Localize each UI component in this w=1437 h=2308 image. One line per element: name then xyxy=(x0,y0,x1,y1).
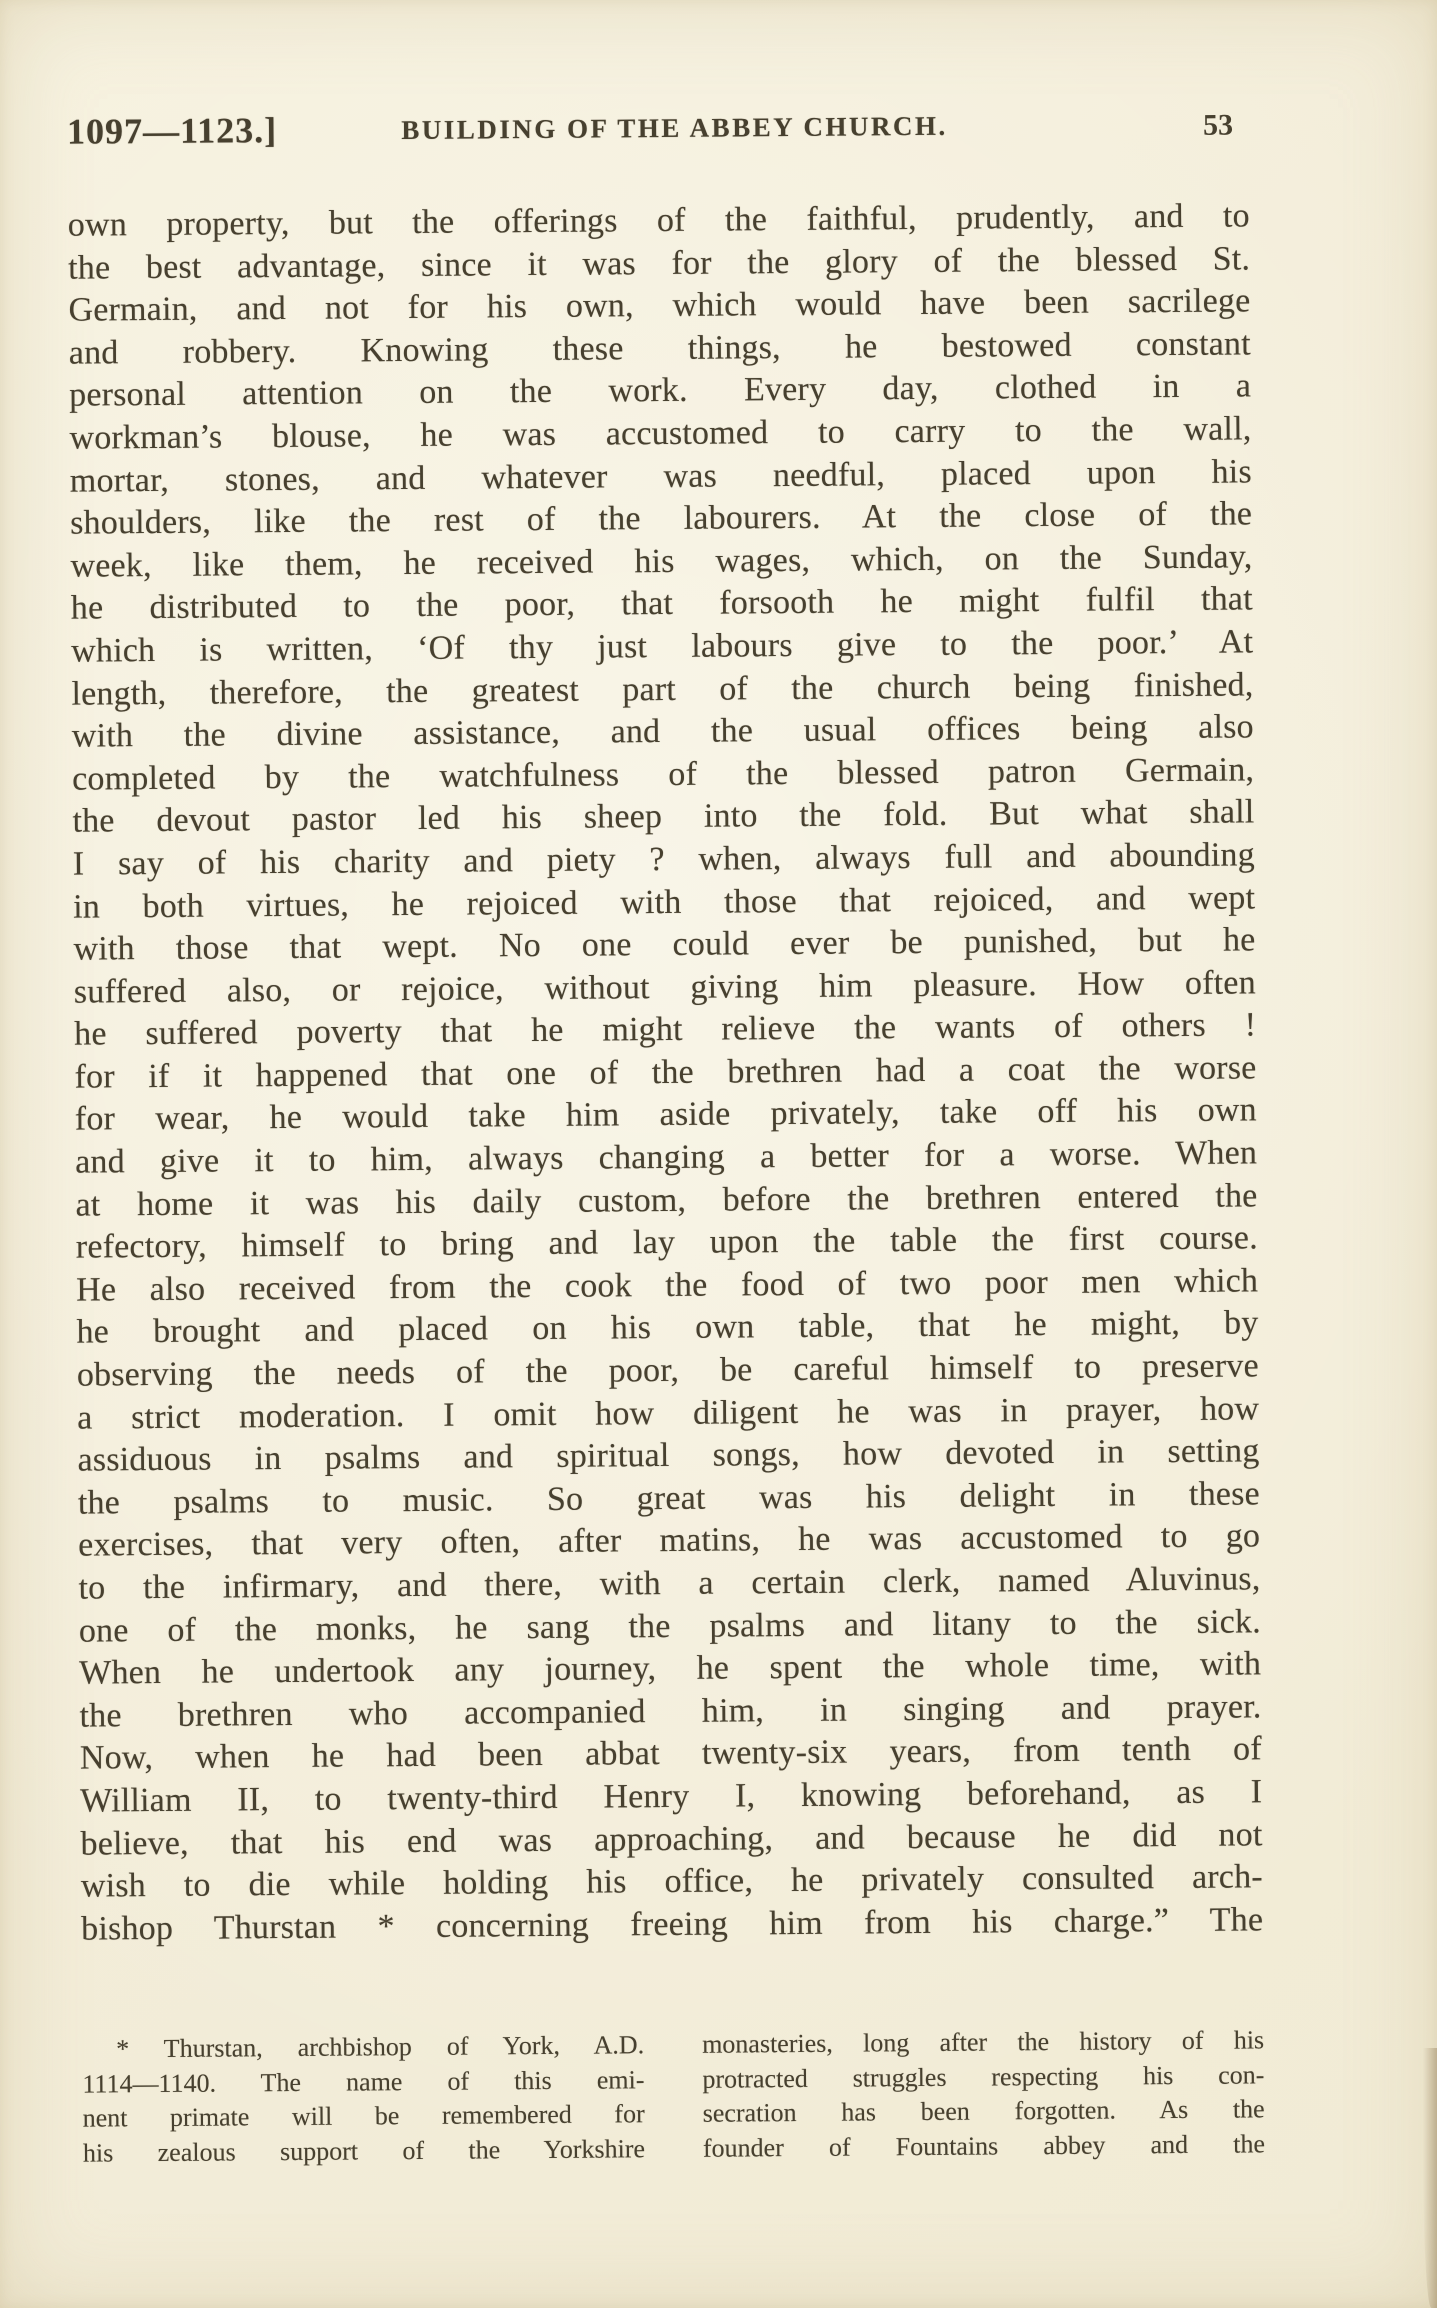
page-content xyxy=(67,101,1265,2171)
body-line: wish to die while holding his office, he privately consulted arch- xyxy=(80,1858,1263,1905)
running-title: BUILDING OF THE ABBEY CHURCH. xyxy=(401,110,948,146)
body-line: assiduous in psalms and spiritual songs, how devoted in setting xyxy=(77,1432,1260,1479)
body-line: which is written, ‘Of thy just labours give to the poor.’ At xyxy=(71,623,1254,670)
body-line: workman’s blouse, he was accustomed to carry to the wall, xyxy=(69,410,1252,457)
body-line: one of the monks, he sang the psalms and litany to the sick. xyxy=(78,1602,1261,1650)
body-line: week, like them, he received his wages, which, on the Sunday, xyxy=(70,538,1253,585)
footnote-line: his zealous support of the Yorkshire xyxy=(82,2134,646,2168)
body-line: Germain, and not for his own, which would have been sacrilege xyxy=(68,282,1251,329)
body-line: for if it happened that one of the brethren had a coat the worse xyxy=(74,1049,1257,1096)
body-line: in both virtues, he rejoiced with those that rejoiced, and wept xyxy=(73,878,1256,926)
page-header xyxy=(67,101,1249,158)
body-line: believe, that his end was approaching, and because he did not xyxy=(80,1815,1263,1863)
body-line: a strict moderation. I omit how diligent he was in prayer, how xyxy=(77,1389,1260,1437)
footnote-line: monasteries, long after the history of his xyxy=(702,2025,1265,2060)
body-text xyxy=(68,195,1264,1951)
footnote-line: 1114—1140. The name of this emi- xyxy=(82,2065,645,2099)
body-line: suffered also, or rejoice, without giving him pleasure. How often xyxy=(73,964,1256,1011)
body-line: shoulders, like the rest of the labourers. At the close of the xyxy=(70,495,1253,542)
body-line: the best advantage, since it was for the glory of the blessed St. xyxy=(68,239,1251,287)
body-line: with those that wept. No one could ever be punished, but he xyxy=(73,921,1256,968)
footnotes xyxy=(82,2024,1265,2171)
body-line: length, therefore, the greatest part of the church being finished, xyxy=(71,665,1254,713)
page-number: 53 xyxy=(1202,108,1234,142)
body-line: refectory, himself to bring and lay upon the table the first course. xyxy=(75,1219,1258,1266)
body-line: exercises, that very often, after matins, he was accustomed to go xyxy=(78,1517,1261,1565)
body-line: to the infirmary, and there, with a certain clerk, named Aluvinus, xyxy=(78,1560,1261,1607)
body-line: own property, but the offerings of the faithful, prudently, and to xyxy=(67,197,1250,244)
body-line: personal attention on the work. Every day, clothed in a xyxy=(69,367,1252,415)
body-line: and give it to him, always changing a better for a worse. When xyxy=(75,1134,1258,1181)
body-line: He also received from the cook the food of two poor men which xyxy=(76,1262,1259,1309)
page-edge-shadow xyxy=(1423,2048,1437,2308)
body-line: with the divine assistance, and the usual offices being also xyxy=(71,708,1254,755)
footnote-line: * Thurstan, archbishop of York, A.D. xyxy=(116,2030,645,2064)
body-line: the brethren who accompanied him, in singing and prayer. xyxy=(79,1688,1262,1735)
body-line: completed by the watchfulness of the blessed patron Germain, xyxy=(72,751,1255,798)
body-line: he suffered poverty that he might relieve the wants of others ! xyxy=(74,1006,1257,1053)
body-line: bishop Thurstan * concerning freeing him from his charge.” The xyxy=(81,1901,1264,1948)
body-line: the devout pastor led his sheep into the fold. But what shall xyxy=(72,793,1255,840)
body-line: Now, when he had been abbat twenty-six years, from tenth of xyxy=(79,1730,1262,1777)
footnote-column-left xyxy=(82,2029,645,2171)
body-line: William II, to twenty-third Henry I, knowing beforehand, as I xyxy=(80,1773,1263,1820)
body-line: at home it was his daily custom, before the brethren entered the xyxy=(75,1177,1258,1224)
body-line: and robbery. Knowing these things, he bestowed constant xyxy=(68,325,1251,372)
body-line: observing the needs of the poor, be careful himself to preserve xyxy=(76,1347,1259,1394)
footnote-line: protracted struggles respecting his con- xyxy=(702,2060,1265,2094)
footnote-line: nent primate will be remembered for xyxy=(82,2099,645,2133)
footnote-line: founder of Fountains abbey and the xyxy=(702,2129,1266,2163)
header-date-range: 1097—1123.] xyxy=(66,110,278,152)
body-line: he distributed to the poor, that forsooth he might fulfil that xyxy=(70,580,1253,628)
body-line: mortar, stones, and whatever was needful, placed upon his xyxy=(69,452,1252,500)
body-line: the psalms to music. So great was his delight in these xyxy=(77,1475,1260,1522)
body-line: for wear, he would take him aside privately, take off his own xyxy=(74,1091,1257,1139)
footnote-column-right xyxy=(702,2024,1265,2166)
body-line: When he undertook any journey, he spent the whole time, with xyxy=(79,1645,1262,1692)
body-line: he brought and placed on his own table, that he might, by xyxy=(76,1304,1259,1352)
footnote-line: secration has been forgotten. As the xyxy=(702,2094,1265,2129)
body-line: I say of his charity and piety ? when, always full and abounding xyxy=(72,836,1255,883)
